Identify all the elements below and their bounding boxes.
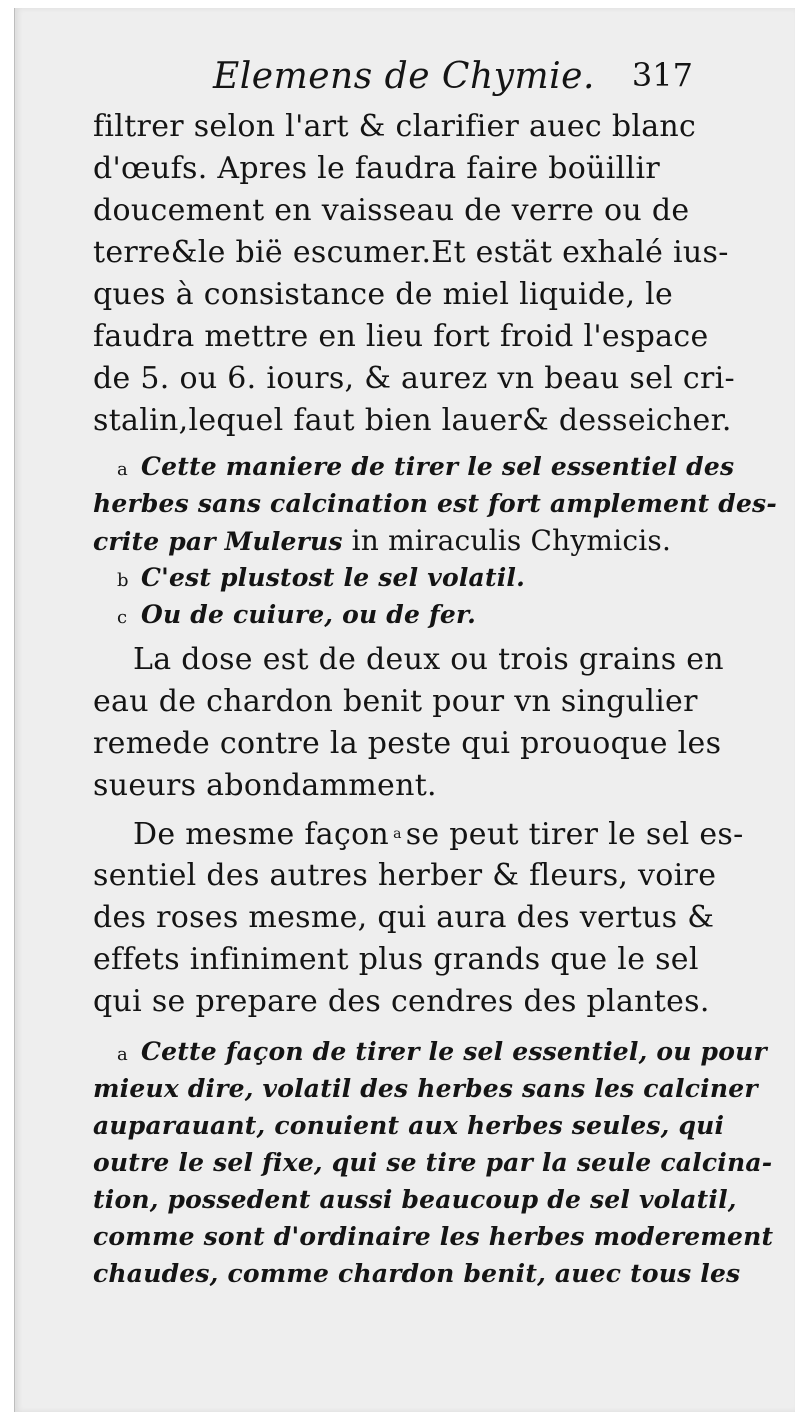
footnote-text: herbes sans calcination est fort amplement des- bbox=[93, 489, 777, 518]
footnote-line: chaudes, comme chardon benit, auec tous les bbox=[93, 1259, 741, 1288]
text-line: effets infiniment plus grands que le sel bbox=[93, 942, 699, 977]
text-line: sentiel des autres herber & fleurs, voire bbox=[93, 858, 717, 893]
footnote-line bbox=[93, 522, 693, 559]
text-line: eau de chardon benit pour vn singulier bbox=[93, 684, 698, 719]
running-title: Elemens de Chymie. bbox=[213, 56, 595, 97]
footnote-marker: a bbox=[117, 1044, 128, 1065]
footnote-marker: a bbox=[117, 459, 128, 480]
line-end: se peut tirer le sel es- bbox=[405, 817, 744, 852]
footnote-line bbox=[93, 1033, 767, 1070]
text-line: stalin,lequel faut bien lauer& desseicher. bbox=[93, 403, 732, 438]
text-line: terre&le bië escumer.Et estät exhalé ius- bbox=[93, 235, 729, 270]
page-text bbox=[93, 56, 777, 1292]
footnotes-second bbox=[93, 1033, 774, 1292]
footnote-text: C'est plustost le sel volatil. bbox=[141, 563, 525, 592]
footnote-line bbox=[93, 596, 693, 633]
footnote-line: tion, possedent aussi beaucoup de sel volatil, bbox=[93, 1185, 737, 1214]
paragraph-dose bbox=[93, 639, 724, 807]
book-page bbox=[14, 8, 795, 1412]
text-line: faudra mettre en lieu fort froid l'espace bbox=[93, 319, 709, 354]
running-head bbox=[93, 56, 693, 102]
footnote-line: auparauant, conuient aux herbes seules, qui bbox=[93, 1111, 725, 1140]
paragraph-de-mesme bbox=[93, 813, 744, 1023]
footnote-roman-text: in miraculis Chymicis. bbox=[351, 524, 672, 557]
footnote-line bbox=[93, 448, 735, 485]
text-line: doucement en vaisseau de verre ou de bbox=[93, 193, 690, 228]
footnote-line: mieux dire, volatil des herbes sans les calciner bbox=[93, 1074, 758, 1103]
text-line: ques à consistance de miel liquide, le bbox=[93, 277, 674, 312]
line-start: De mesme façon bbox=[133, 817, 390, 852]
text-line: sueurs abondamment. bbox=[93, 768, 437, 803]
text-line: filtrer selon l'art & clarifier auec blanc bbox=[93, 109, 697, 144]
footnote-line bbox=[93, 485, 777, 522]
text-line bbox=[93, 813, 744, 855]
text-line: de 5. ou 6. iours, & aurez vn beau sel cri- bbox=[93, 361, 735, 396]
text-line: qui se prepare des cendres des plantes. bbox=[93, 984, 710, 1019]
note-callout: a bbox=[393, 826, 402, 842]
page-number: 317 bbox=[631, 56, 693, 94]
footnote-text: Cette façon de tirer le sel essentiel, ou pour bbox=[141, 1037, 767, 1066]
footnote-text: Cette maniere de tirer le sel essentiel des bbox=[141, 452, 735, 481]
paragraph-filtrer bbox=[93, 106, 735, 442]
footnote-text: crite par Mulerus bbox=[93, 527, 343, 556]
text-line: remede contre la peste qui prouoque les bbox=[93, 726, 722, 761]
footnote-line: comme sont d'ordinaire les herbes moderement bbox=[93, 1222, 774, 1251]
footnote-marker: c bbox=[117, 607, 128, 628]
text-line: des roses mesme, qui aura des vertus & bbox=[93, 900, 715, 935]
footnote-line bbox=[93, 559, 693, 596]
text-line: d'œufs. Apres le faudra faire boüillir bbox=[93, 151, 660, 186]
text-line: La dose est de deux ou trois grains en bbox=[133, 642, 724, 677]
footnotes-first bbox=[93, 448, 777, 633]
footnote-marker: b bbox=[117, 570, 129, 591]
footnote-line: outre le sel fixe, qui se tire par la seule calcina- bbox=[93, 1148, 773, 1177]
footnote-text: Ou de cuiure, ou de fer. bbox=[141, 600, 476, 629]
